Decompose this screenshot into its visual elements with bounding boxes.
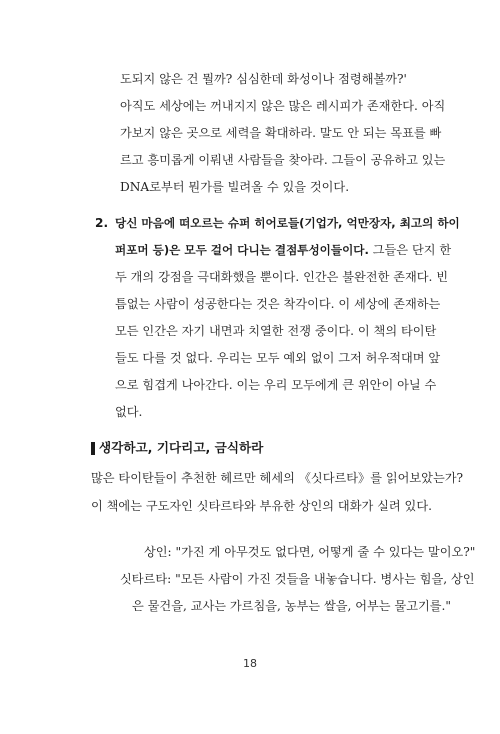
item-2-bold-line-1: 당신 마음에 떠오르는 슈퍼 히어로들(기업가, 억만장자, 최고의 하이 <box>115 216 460 230</box>
section-heading <box>91 438 263 458</box>
page-number: 18 <box>243 657 257 670</box>
item-2-number: 2. <box>95 216 109 230</box>
item-2-line-2-rest: 그들은 단지 한 <box>368 243 452 257</box>
item-2-line-7: 으로 힘겹게 나아간다. 이는 우리 모두에게 큰 위안이 아닐 수 <box>115 378 437 392</box>
section-line-2: 이 책에는 구도자인 싯타르타와 부유한 상인의 대화가 실려 있다. <box>91 499 432 513</box>
intro-line-5: DNA로부터 뭔가를 빌려올 수 있을 것이다. <box>120 180 350 194</box>
section-line-1: 많은 타이탄들이 추천한 헤르만 헤세의 《싯다르타》를 읽어보았는가? <box>91 471 464 485</box>
dialogue-line-2: 싯타르타: "모든 사람이 가진 것들을 내놓습니다. 병사는 힘을, 상인 <box>120 572 475 586</box>
dialogue-line-1: 상인: "가진 게 아무것도 없다면, 어떻게 줄 수 있다는 말이오?" <box>144 545 476 559</box>
intro-line-4: 르고 흥미롭게 이뤄낸 사람들을 찾아라. 그들이 공유하고 있는 <box>120 153 446 167</box>
item-2-line-6: 들도 다를 것 없다. 우리는 모두 예외 없이 그저 허우적대며 앞 <box>115 351 441 365</box>
intro-line-2: 아직도 세상에는 꺼내지지 않은 많은 레시피가 존재한다. 아직 <box>120 99 446 113</box>
item-2-bold-line-2: 퍼포머 등)은 모두 걸어 다니는 결점투성이들이다. <box>115 243 369 257</box>
dialogue-line-3: 은 물건을, 교사는 가르침을, 농부는 쌀을, 어부는 물고기를." <box>132 599 452 613</box>
item-2-line-3: 두 개의 강점을 극대화했을 뿐이다. 인간은 불완전한 존재다. 빈 <box>115 270 449 284</box>
section-heading-text: 생각하고, 기다리고, 금식하라 <box>99 440 264 455</box>
item-2-line-5: 모든 인간은 자기 내면과 치열한 전쟁 중이다. 이 책의 타이탄 <box>115 324 437 338</box>
item-2-line-8: 없다. <box>115 405 143 419</box>
intro-line-1: 도되지 않은 건 뭘까? 심심한데 화성이나 점령해볼까?' <box>120 72 407 86</box>
item-2-line-2 <box>115 237 451 264</box>
intro-line-3: 가보지 않은 곳으로 세력을 확대하라. 말도 안 되는 목표를 빠 <box>120 126 442 140</box>
item-2-line-4: 틈없는 사람이 성공한다는 것은 착각이다. 이 세상에 존재하는 <box>115 297 441 311</box>
